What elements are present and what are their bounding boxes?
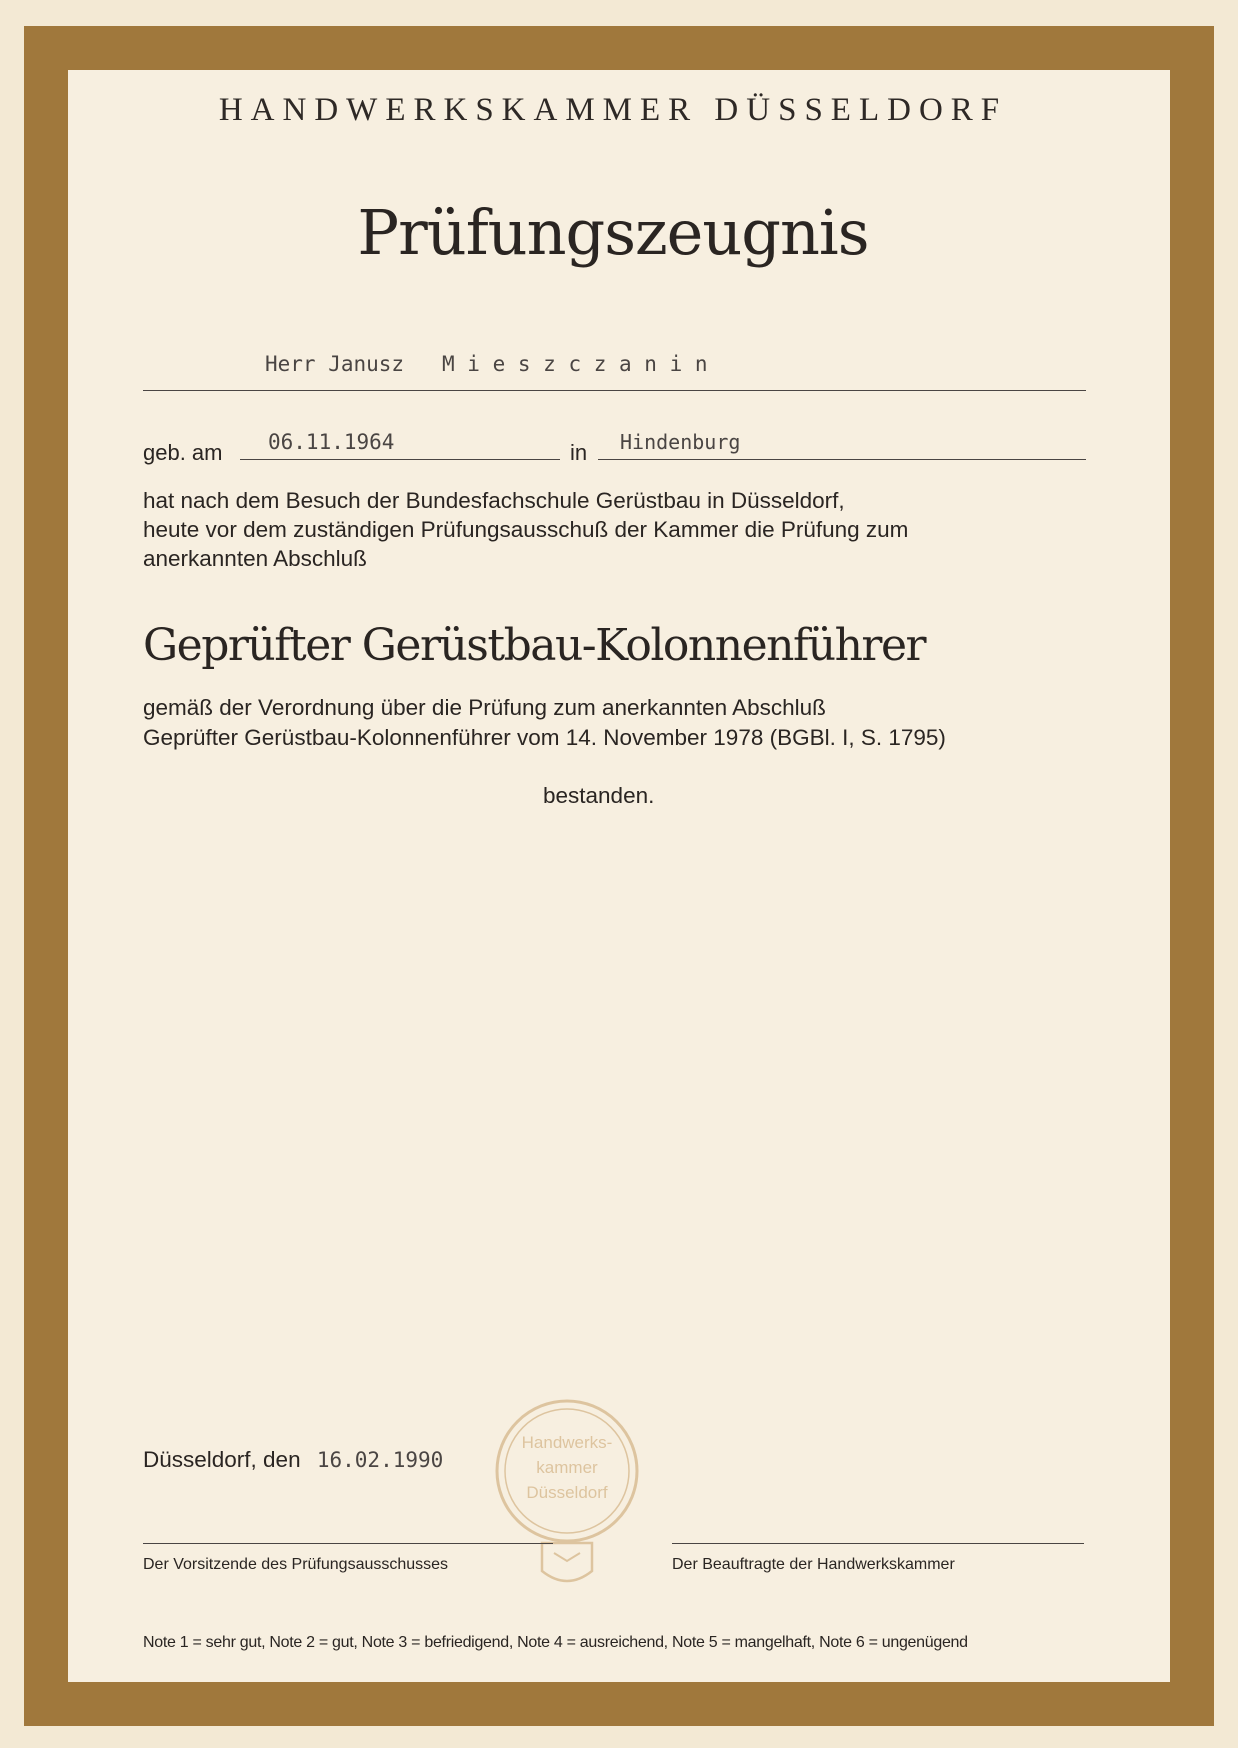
place-label: Düsseldorf, den bbox=[143, 1447, 301, 1472]
body-line-1: hat nach dem Besuch der Bundesfachschule Gerüstbau in Düsseldorf, bbox=[143, 488, 845, 513]
grading-scale: Note 1 = sehr gut, Note 2 = gut, Note 3 = befriedigend, Note 4 = ausreichend, Note 5 = mangelhaft, Note 6 = ungenügend bbox=[143, 1634, 968, 1651]
holder-surname: M i e s z c z a n i n bbox=[442, 352, 708, 376]
seal-line-2: kammer bbox=[536, 1458, 598, 1477]
signature-label-right: Der Beauftragte der Handwerkskammer bbox=[672, 1556, 955, 1573]
issue-date: 16.02.1990 bbox=[316, 1448, 444, 1472]
place-date bbox=[143, 1447, 443, 1473]
in-label: in bbox=[570, 440, 588, 465]
born-label: geb. am bbox=[143, 440, 223, 465]
signature-label-left: Der Vorsitzende des Prüfungsausschusses bbox=[143, 1556, 449, 1573]
degree-title: Geprüfter Gerüstbau-Kolonnenführer bbox=[143, 620, 926, 671]
body-line-3: anerkannten Abschluß bbox=[143, 546, 367, 571]
signature-line-right bbox=[672, 1543, 1084, 1544]
regulation-line-2: Geprüfter Gerüstbau-Kolonnenführer vom 14. November 1978 (BGBl. I, S. 1795) bbox=[143, 725, 946, 750]
birthplace-underline bbox=[598, 459, 1086, 460]
name-underline bbox=[143, 390, 1086, 391]
holder-salutation: Herr Janusz bbox=[265, 352, 405, 376]
born-date-underline bbox=[240, 459, 560, 460]
chamber-name: HANDWERKSKAMMER DÜSSELDORF bbox=[218, 92, 1008, 128]
seal-graphic bbox=[472, 1393, 662, 1593]
birthplace: Hindenburg bbox=[620, 430, 741, 454]
seal-line-1: Handwerks- bbox=[521, 1433, 613, 1452]
holder-name bbox=[265, 352, 708, 376]
seal-line-3: Düsseldorf bbox=[526, 1483, 608, 1502]
regulation-paragraph bbox=[143, 693, 1103, 753]
document-title: Prüfungszeugnis bbox=[357, 196, 869, 269]
born-date: 06.11.1964 bbox=[268, 430, 395, 454]
regulation-line-1: gemäß der Verordnung über die Prüfung zum anerkannten Abschluß bbox=[143, 695, 826, 720]
body-line-2: heute vor dem zuständigen Prüfungsausschuß der Kammer die Prüfung zum bbox=[143, 517, 909, 542]
signature-line-left bbox=[143, 1543, 553, 1544]
body-paragraph bbox=[143, 486, 1103, 573]
seal-stamp bbox=[472, 1393, 662, 1593]
passed-word: bestanden. bbox=[543, 783, 655, 808]
